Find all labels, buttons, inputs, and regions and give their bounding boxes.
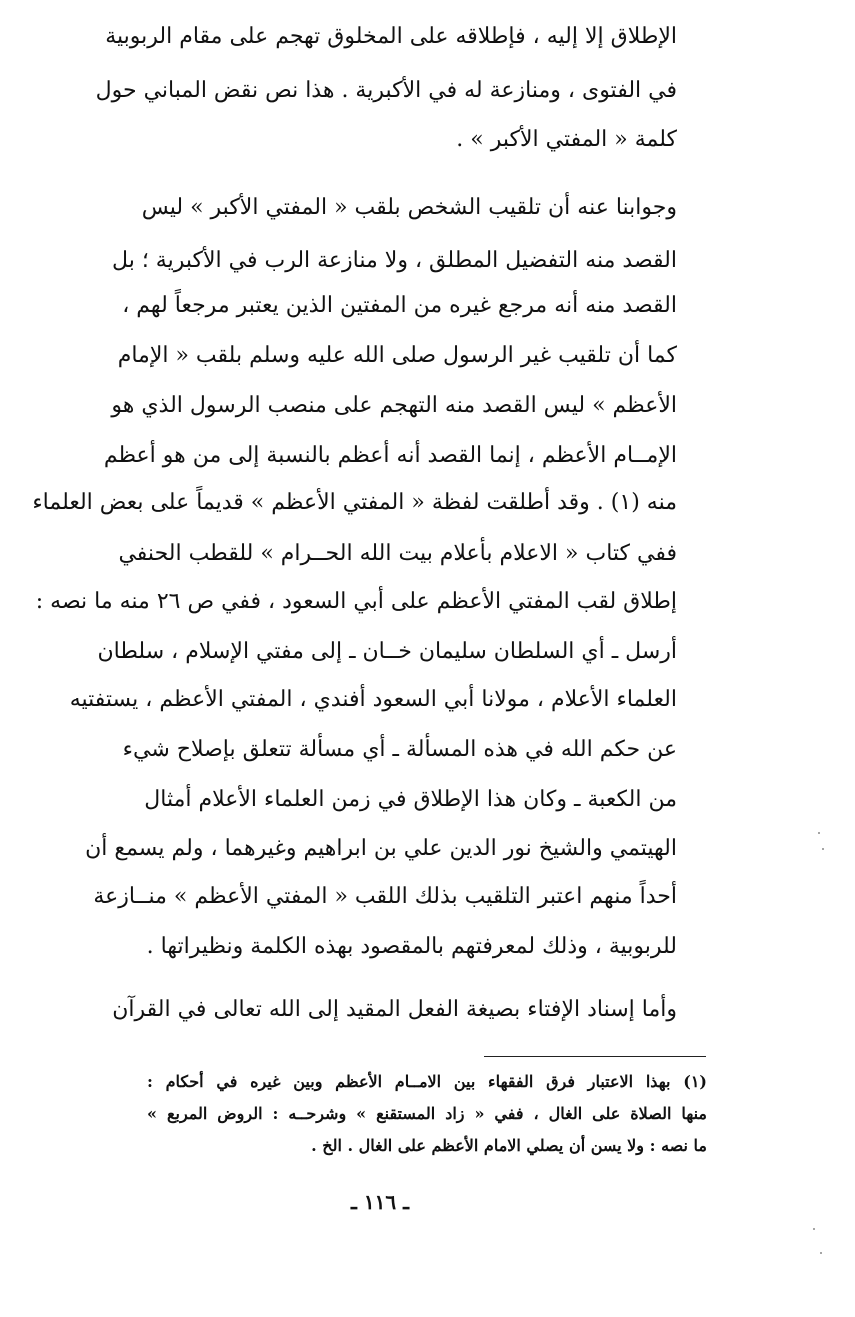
footnote-line-1: (١) بهذا الاعتبار فرق الفقهاء بين الامــام الأعظم وبين غيره في أحكام : — [147, 1072, 707, 1091]
text-line-18: أحداً منهم اعتبر التلقيب بذلك اللقب « المفتي الأعظم » منــازعة — [93, 884, 677, 909]
footnote-separator — [484, 1056, 706, 1057]
text-line-19: للربوبية ، وذلك لمعرفتهم بالمقصود بهذه الكلمة ونظيراتها . — [146, 934, 677, 959]
text-line-13: أرسل ـ أي السلطان سليمان خــان ـ إلى مفتي الإسلام ، سلطان — [97, 639, 677, 664]
text-line-3: كلمة « المفتي الأكبر » . — [456, 127, 677, 152]
text-line-14: العلماء الأعلام ، مولانا أبي السعود أفندي ، المفتي الأعظم ، يستفتيه — [69, 687, 677, 712]
text-line-4: وجوابنا عنه أن تلقيب الشخص بلقب « المفتي الأكبر » ليس — [141, 195, 677, 220]
scan-speck — [818, 832, 820, 834]
text-line-20: وأما إسناد الإفتاء بصيغة الفعل المقيد إلى الله تعالى في القرآن — [112, 997, 677, 1022]
scan-speck — [813, 1228, 815, 1230]
text-line-2: في الفتوى ، ومنازعة له في الأكبرية . هذا نص نقض المباني حول — [95, 78, 677, 103]
footnote-line-3: ما نصه : ولا يسن أن يصلي الامام الأعظم على الغال . الخ . — [311, 1136, 707, 1155]
text-line-17: الهيتمي والشيخ نور الدين علي بن ابراهيم وغيرهما ، ولم يسمع أن — [85, 836, 677, 861]
text-line-1: الإطلاق إلا إليه ، فإطلاقه على المخلوق تهجم على مقام الربوبية — [105, 24, 677, 49]
page-number: ـ ١١٦ ـ — [351, 1190, 409, 1214]
text-line-12: إطلاق لقب المفتي الأعظم على أبي السعود ، ففي ص ٢٦ منه ما نصه : — [35, 589, 677, 614]
text-line-11: ففي كتاب « الاعلام بأعلام بيت الله الحــرام » للقطب الحنفي — [118, 541, 677, 566]
text-line-7: كما أن تلقيب غير الرسول صلى الله عليه وسلم بلقب « الإمام — [117, 343, 677, 368]
text-line-15: عن حكم الله في هذه المسألة ـ أي مسألة تتعلق بإصلاح شيء — [122, 737, 677, 762]
text-line-5: القصد منه التفضيل المطلق ، ولا منازعة الرب في الأكبرية ؛ بل — [112, 248, 677, 273]
text-line-16: من الكعبة ـ وكان هذا الإطلاق في زمن العلماء الأعلام أمثال — [144, 787, 677, 812]
text-line-8: الأعظم » ليس القصد منه التهجم على منصب الرسول الذي هو — [111, 393, 677, 418]
scan-speck — [820, 1252, 822, 1254]
scan-speck — [822, 848, 824, 850]
text-line-6: القصد منه أنه مرجع غيره من المفتين الذين يعتبر مرجعاً لهم ، — [122, 293, 677, 318]
text-line-9: الإمــام الأعظم ، إنما القصد أنه أعظم بالنسبة إلى من هو أعظم — [103, 443, 677, 468]
footnote-line-2: منها الصلاة على الغال ، ففي « زاد المستقنع » وشرحــه : الروض المربع » — [147, 1104, 707, 1123]
text-line-10: منه (١) . وقد أطلقت لفظة « المفتي الأعظم » قديماً على بعض العلماء — [32, 490, 677, 515]
